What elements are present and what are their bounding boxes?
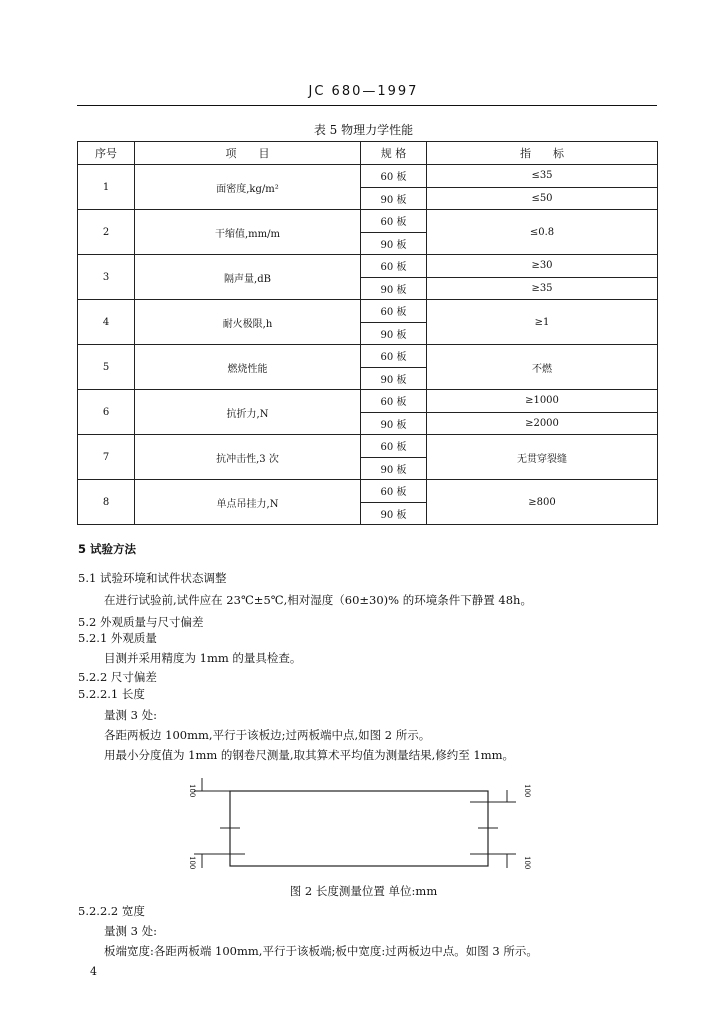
- dim-label-right-top: 100: [523, 784, 531, 798]
- section-5-2-2-heading: 5.2.2 尺寸偏差: [78, 670, 157, 684]
- row-spec: 60 板: [361, 165, 427, 188]
- row-number: 7: [78, 435, 135, 480]
- row-number: 5: [78, 345, 135, 390]
- row-spec: 90 板: [361, 232, 427, 255]
- row-spec: 90 板: [361, 322, 427, 345]
- header-no: 序号: [78, 142, 135, 165]
- header-rule: [77, 105, 657, 106]
- row-spec: 90 板: [361, 187, 427, 210]
- section-5-2-2-1-text-1: 量测 3 处:: [104, 708, 158, 722]
- section-5-2-2-2-text-2: 板端宽度:各距两板端 100mm,平行于该板端;板中宽度:过两板边中点。如图 3 所示。: [104, 944, 538, 958]
- row-number: 8: [78, 480, 135, 525]
- row-value: ≥2000: [427, 412, 658, 435]
- row-spec: 60 板: [361, 255, 427, 278]
- figure-2-caption: 图 2 长度测量位置 单位:mm: [289, 884, 438, 898]
- row-number: 6: [78, 390, 135, 435]
- section-5-2-2-2-heading: 5.2.2.2 宽度: [78, 904, 145, 918]
- table-row: [78, 345, 658, 368]
- section-5-2-2-2-text-1: 量测 3 处:: [104, 924, 158, 938]
- row-item: 单点吊挂力,N: [135, 480, 361, 525]
- row-value: ≤35: [427, 165, 658, 188]
- section-5-2-2-1-text-2: 各距两板边 100mm,平行于该板边;过两板端中点,如图 2 所示。: [104, 728, 431, 742]
- row-value: ≥35: [427, 277, 658, 300]
- header-spec: 规 格: [361, 142, 427, 165]
- section-5-1-text: 在进行试验前,试件应在 23℃±5℃,相对湿度（60±30)% 的环境条件下静置 48h。: [104, 593, 532, 607]
- row-spec: 60 板: [361, 300, 427, 323]
- row-item: 隔声量,dB: [135, 255, 361, 300]
- table-row: [78, 165, 658, 188]
- properties-table: [77, 141, 658, 525]
- row-spec: 60 板: [361, 480, 427, 503]
- row-item: 面密度,kg/m²: [135, 165, 361, 210]
- table-row: [78, 435, 658, 458]
- row-item: 抗冲击性,3 次: [135, 435, 361, 480]
- table-row: [78, 255, 658, 278]
- section-5-2-1-heading: 5.2.1 外观质量: [78, 631, 157, 645]
- row-value: ≥800: [427, 480, 658, 525]
- page-number: 4: [90, 965, 97, 978]
- header-item: 项 目: [135, 142, 361, 165]
- row-spec: 60 板: [361, 345, 427, 368]
- section-5-2-1-text: 目测并采用精度为 1mm 的量具检查。: [104, 651, 302, 665]
- row-item: 燃烧性能: [135, 345, 361, 390]
- row-value: ≥1: [427, 300, 658, 345]
- dim-label-right-bottom: 100: [523, 856, 531, 870]
- table-caption: 表 5 物理力学性能: [313, 123, 414, 137]
- section-5-2-heading: 5.2 外观质量与尺寸偏差: [78, 615, 204, 629]
- section-5-heading: 5 试验方法: [78, 542, 137, 556]
- row-spec: 90 板: [361, 412, 427, 435]
- row-spec: 90 板: [361, 457, 427, 480]
- row-value: ≤50: [427, 187, 658, 210]
- row-value: 无贯穿裂缝: [427, 435, 658, 480]
- row-item: 抗折力,N: [135, 390, 361, 435]
- row-number: 2: [78, 210, 135, 255]
- row-spec: 90 板: [361, 367, 427, 390]
- dim-label-left-bottom: 100: [188, 856, 196, 870]
- dim-label-left-top: 100: [188, 784, 196, 798]
- row-spec: 60 板: [361, 435, 427, 458]
- table-row: [78, 480, 658, 503]
- row-number: 4: [78, 300, 135, 345]
- row-item: 干缩值,mm/m: [135, 210, 361, 255]
- row-value: ≥30: [427, 255, 658, 278]
- row-value: ≤0.8: [427, 210, 658, 255]
- section-5-2-2-1-text-3: 用最小分度值为 1mm 的钢卷尺测量,取其算术平均值为测量结果,修约至 1mm。: [104, 748, 515, 762]
- row-spec: 60 板: [361, 390, 427, 413]
- row-number: 1: [78, 165, 135, 210]
- header-value: 指 标: [427, 142, 658, 165]
- row-number: 3: [78, 255, 135, 300]
- table-header-row: [78, 142, 658, 165]
- section-5-2-2-1-heading: 5.2.2.1 长度: [78, 687, 145, 701]
- board-outline: [230, 791, 488, 866]
- section-5-1-heading: 5.1 试验环境和试件状态调整: [78, 571, 227, 585]
- table-row: [78, 300, 658, 323]
- table-row: [78, 210, 658, 233]
- table-row: [78, 390, 658, 413]
- row-value: ≥1000: [427, 390, 658, 413]
- row-item: 耐火极限,h: [135, 300, 361, 345]
- row-spec: 90 板: [361, 502, 427, 525]
- document-code: JC 680—1997: [308, 84, 419, 99]
- figure-2-length-positions: [180, 776, 540, 876]
- row-value: 不燃: [427, 345, 658, 390]
- row-spec: 90 板: [361, 277, 427, 300]
- row-spec: 60 板: [361, 210, 427, 233]
